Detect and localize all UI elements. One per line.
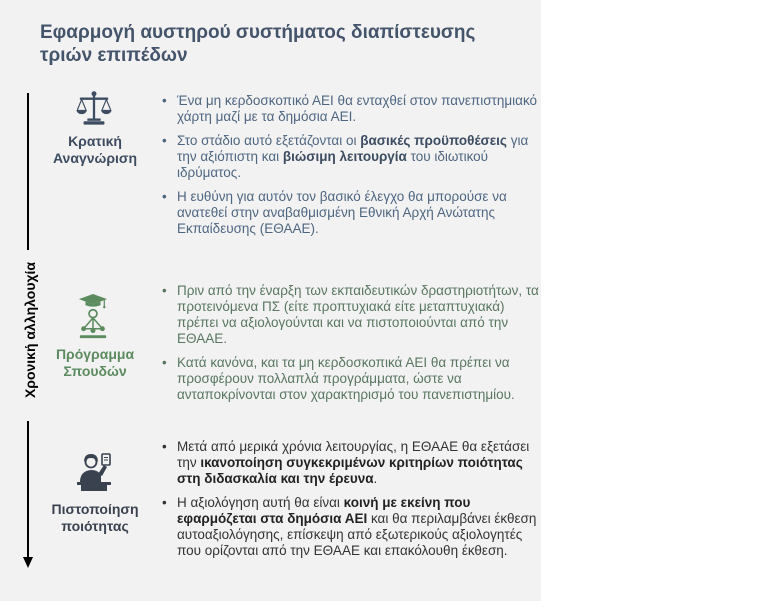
bullet-item (162, 495, 539, 559)
section-state-recognition (0, 85, 541, 245)
section-label: Πιστοποίηση ποιότητας (51, 501, 139, 534)
bullet-text: και θα περιλαμβάνει έκθεση αυτοαξιολόγησης, επίσκεψη από εξωτερικούς αξιολογητές που ορίζονται από την ΕΘΑΑΕ και επακόλουθη έκθεση. (177, 511, 537, 558)
bullet-text: Κατά κανόνα, και τα μη κερδοσκοπικά ΑΕΙ θα πρέπει να προσφέρουν πολλαπλά προγράμματα, ώστε να ανταποκρίνονται στον χαρακτηρισμό του πανεπιστημίου. (177, 355, 515, 402)
section-quality-certification (0, 431, 541, 581)
bullet-item (162, 93, 539, 125)
bullet-highlight: βιώσιμη λειτουργία (282, 149, 407, 164)
bullet-item (162, 439, 539, 487)
bullet-text: Η αξιολόγηση αυτή θα είναι (177, 495, 344, 510)
slide-title: Εφαρμογή αυστηρού συστήματος διαπίστευσης τριών επιπέδων (40, 22, 476, 66)
bullet-text: Πριν από την έναρξη των εκπαιδευτικών δραστηριοτήτων, τα προτεινόμενα ΠΣ (είτε προπτυχιακά είτε μεταπτυχιακά) πρέπει να αξιολογούνται και να πιστοποιούνται από την ΕΘΑΑΕ. (177, 283, 539, 346)
section-label: Πρόγραμμα Σπουδών (55, 346, 135, 379)
bullet-item (162, 133, 539, 181)
bullet-list (162, 283, 539, 411)
bullet-highlight: ικανοποίηση συγκεκριμένων κριτηρίων ποιότητας στη διδασκαλία και την έρευνα (177, 455, 523, 486)
section-study-programme (0, 275, 541, 410)
bullet-list (162, 93, 539, 245)
bullet-text: Στο στάδιο αυτό εξετάζονται οι (177, 133, 361, 148)
bullet-item (162, 355, 539, 403)
bullet-highlight: κοινή με εκείνη που εφαρμόζεται στα δημόσια ΑΕΙ (177, 495, 471, 526)
timeline-label: Χρονική αλληλουχία (22, 261, 38, 399)
scales-icon (75, 89, 113, 127)
bullet-text: για την αξιόπιστη και (177, 133, 529, 164)
bullet-text: . (373, 471, 378, 486)
bullet-item (162, 189, 539, 237)
teacher-certificate-icon (76, 452, 112, 492)
graduation-program-icon (77, 293, 109, 340)
bullet-item (162, 283, 539, 347)
bullet-list (162, 439, 539, 567)
bullet-highlight: βασικές προϋποθέσεις (360, 133, 507, 148)
bullet-text: Μετά από μερικά χρόνια λειτουργίας, η ΕΘΑΑΕ θα εξετάσει την (177, 439, 530, 470)
bullet-text: του ιδιωτικού ιδρύματος. (177, 149, 489, 180)
bullet-text: Η ευθύνη για αυτόν τον βασικό έλεγχο θα μπορούσε να ανατεθεί στην αναβαθμισμένη Εθνική Αρχή Ανώτατης Εκπαίδευσης (ΕΘΑΑΕ). (177, 189, 507, 236)
section-label: Κρατική Αναγνώριση (52, 133, 138, 166)
bullet-text: Ένα μη κερδοσκοπικό ΑΕΙ θα ενταχθεί στον πανεπιστημιακό χάρτη μαζί με τα δημόσια ΑΕΙ. (177, 93, 538, 124)
